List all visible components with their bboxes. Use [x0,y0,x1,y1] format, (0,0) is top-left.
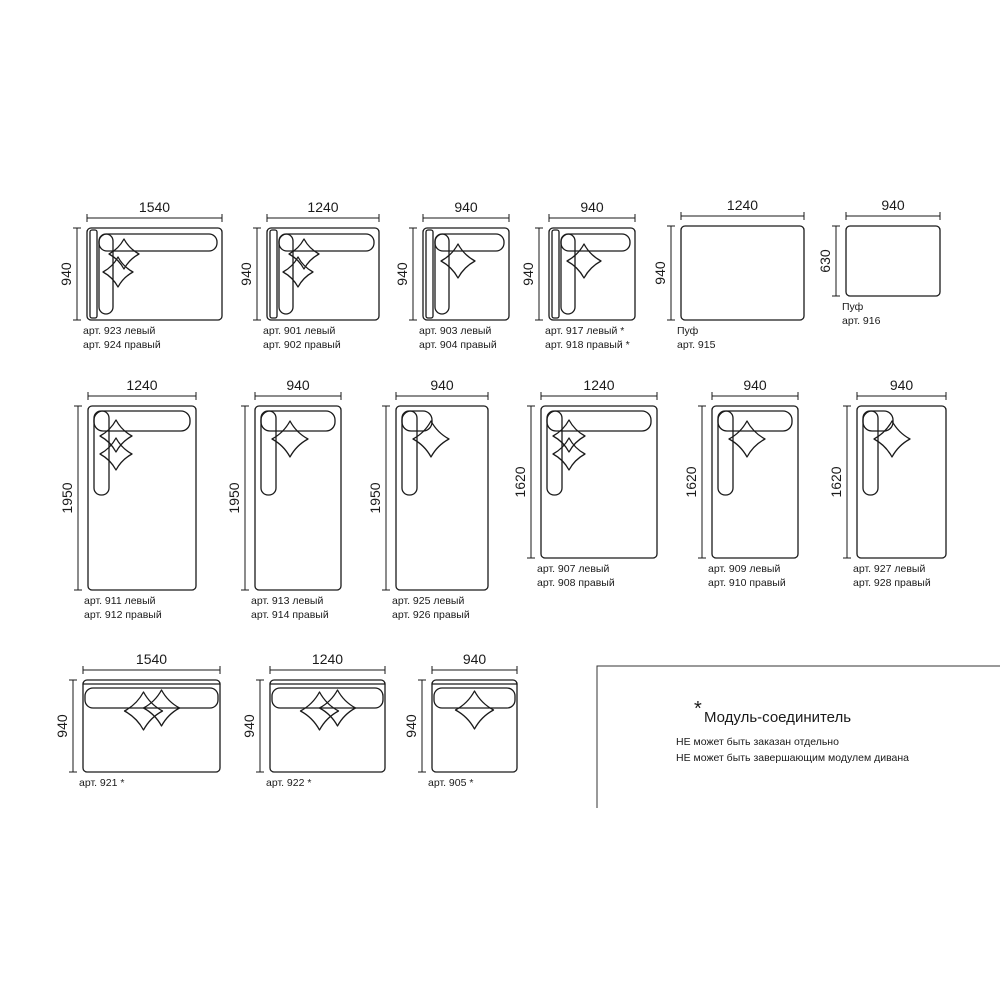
pillow-icon [567,244,601,278]
backrest [435,234,504,251]
width-label: 1540 [138,199,171,215]
article-label: арт. 914 правый [251,609,329,621]
side-backrest [261,411,276,495]
height-label: 1950 [59,482,75,514]
side-backrest [863,411,878,495]
article-label: Пуф [842,301,864,313]
side-backrest [435,234,449,314]
article-label: арт. 923 левый [83,325,156,337]
armrest [552,230,559,318]
article-label: арт. 908 правый [537,577,615,589]
height-label: 630 [817,249,833,273]
module-m917 [520,199,635,351]
backrest [272,688,383,708]
width-label: 1240 [726,197,759,213]
article-label: арт. 913 левый [251,595,324,607]
module-outline [270,680,385,772]
article-label: арт. 912 правый [84,609,162,621]
module-m923 [58,199,222,351]
article-label: арт. 921 * [79,777,125,789]
module-m911 [59,377,196,621]
height-label: 940 [520,262,536,286]
armrest [270,230,277,318]
height-label: 1620 [683,466,699,498]
article-label: арт. 928 правый [853,577,931,589]
side-backrest [561,234,575,314]
article-label: арт. 901 левый [263,325,336,337]
height-label: 1950 [367,482,383,514]
module-outline [83,680,220,772]
width-label: 1240 [126,377,158,393]
module-outline [255,406,341,590]
pillow-icon [456,691,494,729]
article-label: арт. 902 правый [263,339,341,351]
backrest [561,234,630,251]
height-label: 1950 [226,482,242,514]
note-line-2: НЕ может быть завершающим модулем дивана [676,752,910,764]
width-label: 1240 [311,651,344,667]
height-label: 940 [54,714,70,738]
module-outline [846,226,940,296]
module-outline [432,680,517,772]
backrest [261,411,335,431]
article-label: арт. 915 [677,339,716,351]
width-label: 1240 [583,377,615,393]
article-label: арт. 927 левый [853,563,926,575]
article-label: арт. 909 левый [708,563,781,575]
armrest [90,230,97,318]
module-m915 [652,197,804,351]
height-label: 940 [238,262,254,286]
article-label: арт. 911 левый [84,595,156,607]
module-m907 [512,377,657,589]
module-outline [712,406,798,558]
connector-note [597,666,1000,808]
backrest [85,688,218,708]
note-line-1: НЕ может быть заказан отдельно [676,736,839,748]
width-label: 940 [462,651,487,667]
article-label: арт. 922 * [266,777,312,789]
module-outline [541,406,657,558]
height-label: 940 [652,261,668,285]
article-label: арт. 916 [842,315,881,327]
width-label: 940 [580,199,604,215]
module-outline [267,228,379,320]
note-title: Модуль-соединитель [704,709,852,726]
height-label: 940 [403,714,419,738]
pillow-icon [272,421,308,457]
width-label: 940 [454,199,478,215]
article-label: арт. 917 левый * [545,325,625,337]
module-m922 [241,651,385,789]
backrest [718,411,792,431]
article-label: арт. 924 правый [83,339,161,351]
module-m921 [54,651,220,789]
pillow-icon [553,438,585,470]
article-label: арт. 910 правый [708,577,786,589]
module-m927 [828,377,946,589]
pillow-icon [553,420,585,452]
note-star: * [694,698,702,720]
article-label: арт. 918 правый * [545,339,630,351]
pillow-icon [729,421,765,457]
module-m901 [238,199,379,351]
pillow-icon [441,244,475,278]
module-outline [549,228,635,320]
module-m925 [367,377,488,621]
armrest [426,230,433,318]
height-label: 940 [394,262,410,286]
article-label: арт. 904 правый [419,339,497,351]
module-outline [423,228,509,320]
width-label: 940 [881,197,905,213]
height-label: 1620 [512,466,528,498]
pillow-icon [100,438,132,470]
height-label: 940 [58,262,74,286]
module-m913 [226,377,341,621]
width-label: 1240 [307,199,339,215]
width-label: 940 [430,377,454,393]
height-label: 1620 [828,466,844,498]
article-label: арт. 903 левый [419,325,492,337]
module-m909 [683,377,798,589]
module-outline [681,226,804,320]
side-backrest [718,411,733,495]
width-label: 940 [286,377,310,393]
width-label: 940 [743,377,767,393]
side-backrest [402,411,417,495]
article-label: арт. 926 правый [392,609,470,621]
article-label: арт. 907 левый [537,563,610,575]
article-label: арт. 905 * [428,777,474,789]
width-label: 1540 [135,651,168,667]
module-outline [857,406,946,558]
module-m905 [403,651,517,789]
article-label: арт. 925 левый [392,595,465,607]
width-label: 940 [889,377,914,393]
module-m903 [394,199,509,351]
module-m916 [817,197,940,327]
height-label: 940 [241,714,257,738]
pillow-icon [100,420,132,452]
article-label: Пуф [677,325,699,337]
